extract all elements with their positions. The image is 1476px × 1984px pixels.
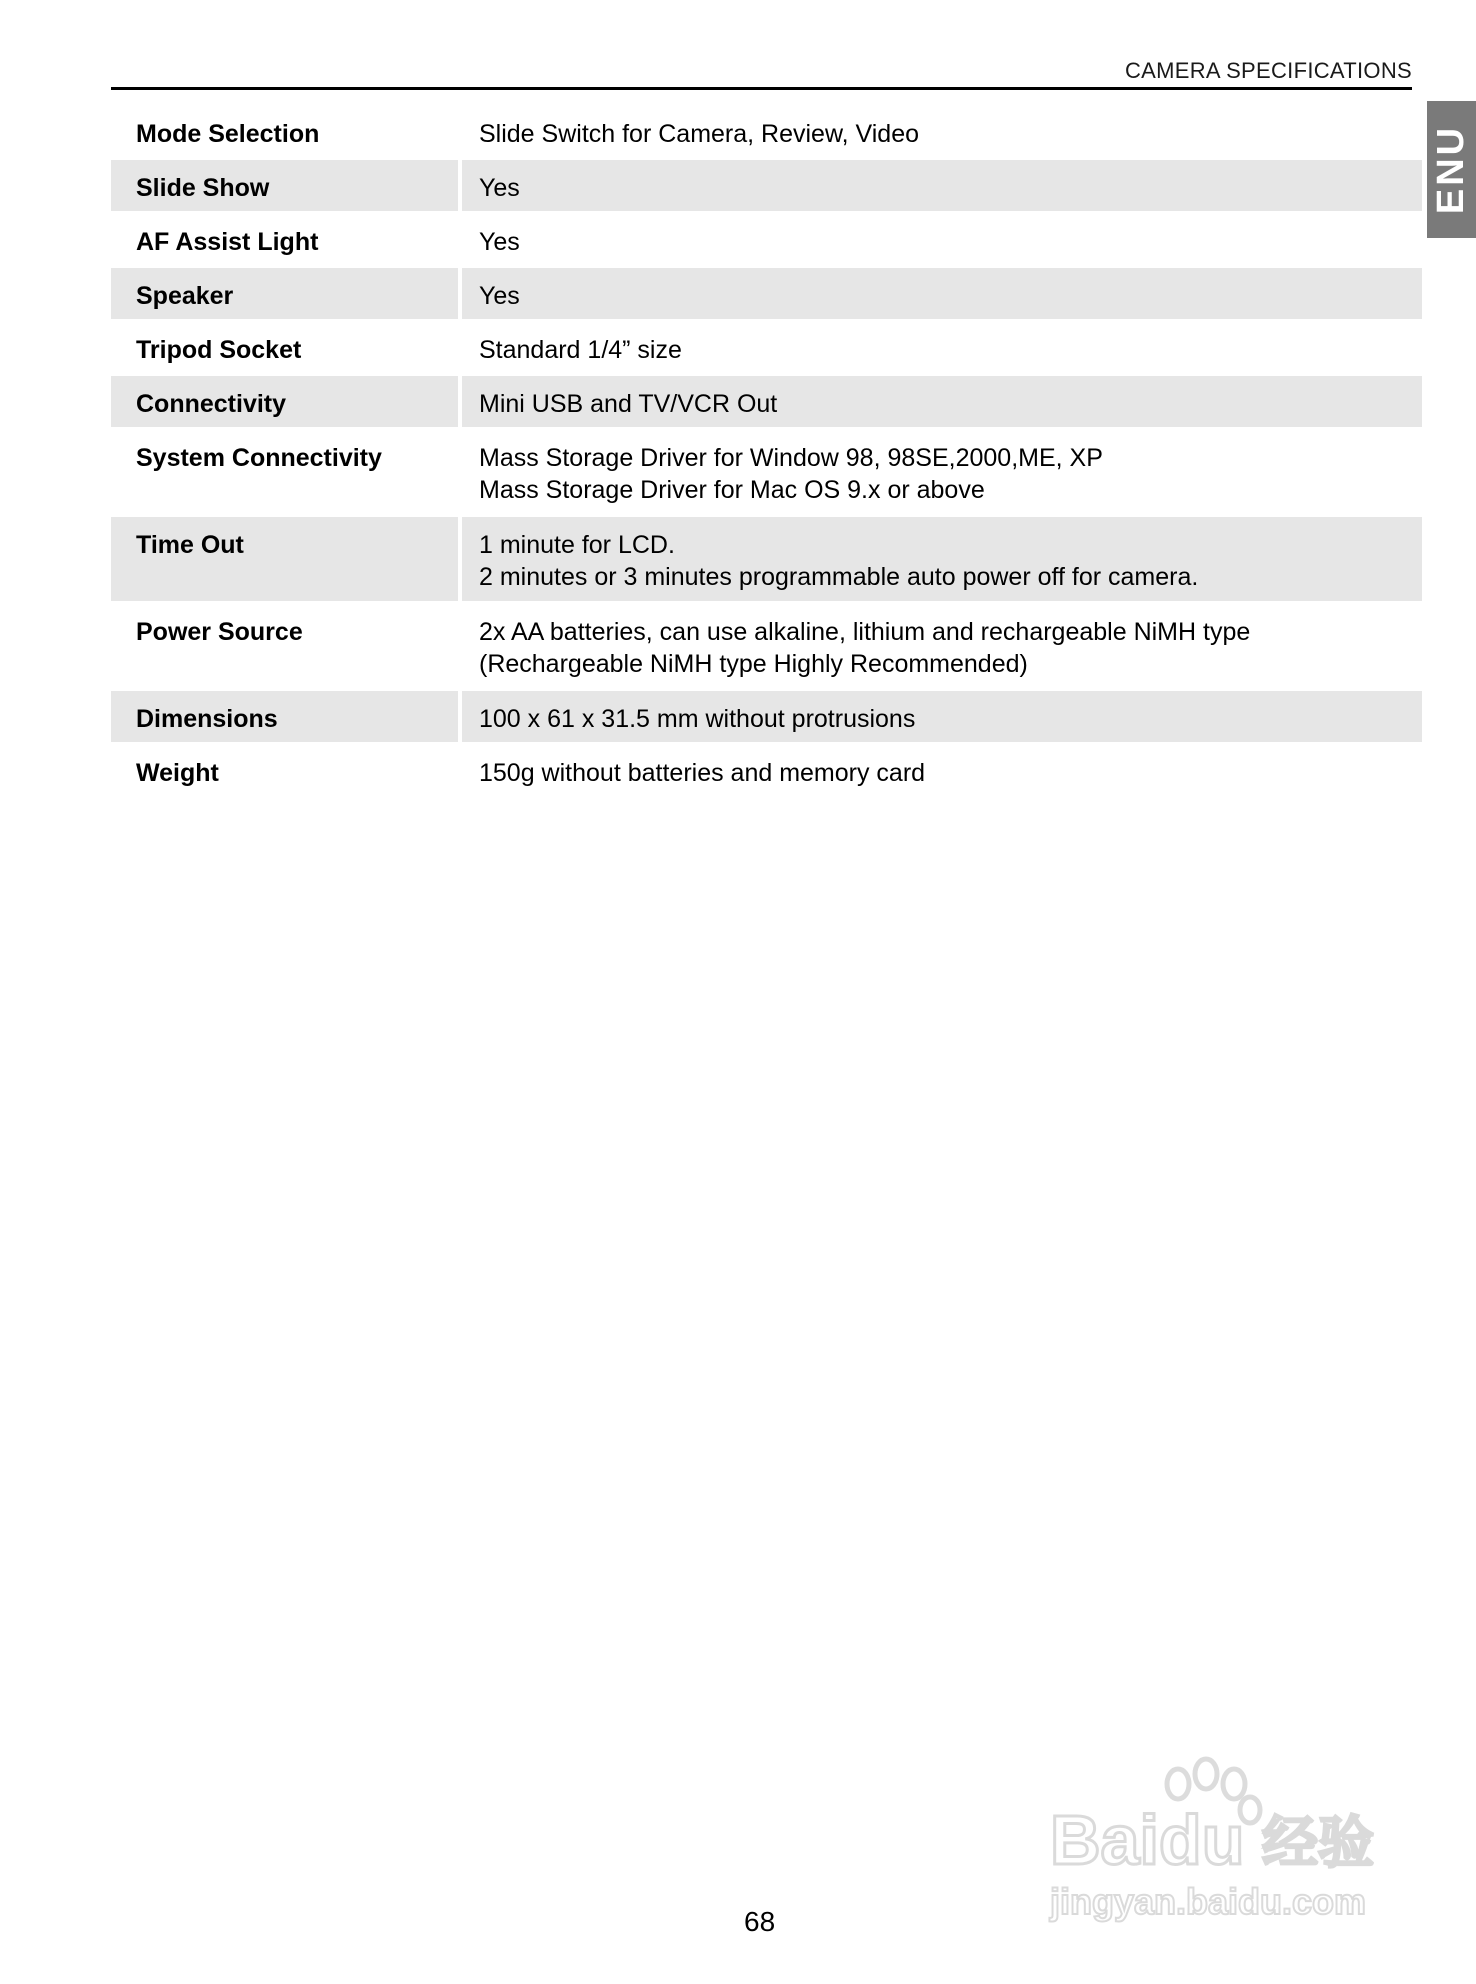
spec-value [462, 214, 1422, 265]
spec-label: Speaker [111, 268, 458, 319]
spec-value-line: Standard 1/4” size [479, 336, 682, 364]
watermark-brand: Baidu [1050, 1801, 1245, 1879]
spec-value [462, 517, 1422, 601]
spec-label: System Connectivity [136, 444, 382, 472]
spec-value-line: Mass Storage Driver for Mac OS 9.x or above [479, 476, 985, 504]
spec-row-weight [111, 745, 1422, 796]
spec-value-line: Yes [479, 174, 520, 202]
spec-value [462, 106, 1422, 157]
spec-label: Power Source [136, 618, 303, 646]
watermark-subtitle: 经验 [1262, 1811, 1374, 1876]
spec-row-power-source [111, 604, 1422, 688]
spec-value-line: (Rechargeable NiMH type Highly Recommended) [479, 650, 1028, 678]
spec-label: Mode Selection [136, 120, 320, 148]
spec-value-line: Yes [479, 228, 520, 256]
spec-value-line: 1 minute for LCD. [479, 531, 675, 559]
header-rule [111, 87, 1412, 90]
spec-value [462, 160, 1422, 211]
spec-label: Weight [136, 759, 219, 787]
spec-label: Tripod Socket [136, 336, 302, 364]
spec-value-line: Mini USB and TV/VCR Out [479, 390, 778, 418]
spec-label: Dimensions [111, 691, 458, 742]
language-tab-label: ENU [1430, 124, 1473, 215]
spec-value [462, 604, 1422, 688]
spec-value [462, 691, 1422, 742]
spec-row-connectivity [111, 376, 1422, 427]
baidu-watermark [1040, 1752, 1400, 1932]
spec-row-time-out [111, 517, 1422, 601]
spec-row-system-connectivity [111, 430, 1422, 514]
spec-value [462, 268, 1422, 319]
spec-value-line: 150g without batteries and memory card [479, 759, 926, 787]
spec-label: Time Out [111, 517, 458, 601]
spec-value [462, 376, 1422, 427]
spec-value-line: Yes [479, 282, 520, 310]
spec-row-af-assist-light [111, 214, 1422, 265]
spec-row-dimensions [111, 691, 1422, 742]
spec-row-speaker [111, 268, 1422, 319]
watermark-url: jingyan.baidu.com [1050, 1881, 1367, 1922]
page-number: 68 [744, 1906, 776, 1937]
language-tab [1427, 101, 1476, 238]
spec-row-mode-selection [111, 106, 1422, 157]
spec-row-tripod-socket [111, 322, 1422, 373]
spec-value [462, 745, 1422, 796]
spec-value [462, 430, 1422, 514]
spec-value-line: 2x AA batteries, can use alkaline, lithium and rechargeable NiMH type [479, 618, 1251, 646]
spec-value-line: Slide Switch for Camera, Review, Video [479, 120, 920, 148]
spec-label: Connectivity [111, 376, 458, 427]
spec-label: AF Assist Light [136, 228, 319, 256]
spec-value-line: 100 x 61 x 31.5 mm without protrusions [479, 705, 916, 733]
spec-value-line: Mass Storage Driver for Window 98, 98SE,2000,ME, XP [479, 444, 1103, 472]
specifications-table [111, 106, 1422, 799]
spec-label: Slide Show [111, 160, 458, 211]
spec-row-slide-show [111, 160, 1422, 211]
spec-value [462, 322, 1422, 373]
spec-value-line: 2 minutes or 3 minutes programmable auto power off for camera. [479, 563, 1199, 591]
section-title: CAMERA SPECIFICATIONS [1124, 58, 1412, 83]
